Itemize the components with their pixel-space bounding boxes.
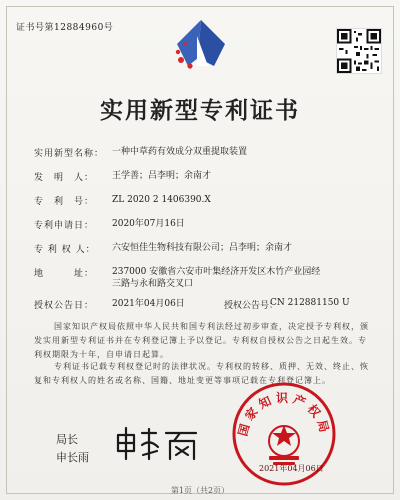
- grant-number-label: 授权公告号：: [224, 301, 279, 311]
- utility-model-name-value: 一种中草药有效成分双重提取装置: [112, 147, 248, 157]
- patent-number-label: 专 利 号：: [34, 197, 95, 207]
- qr-code-icon: [336, 28, 382, 74]
- certificate-title: 实用新型专利证书: [100, 97, 300, 124]
- director-signature: [112, 425, 202, 463]
- patent-number-value: ZL 2020 2 1406390.X: [112, 195, 211, 205]
- grant-date-value: 2021年04月06日: [112, 299, 185, 309]
- director-title: 局长: [56, 433, 78, 446]
- inventor-label: 发 明 人：: [34, 173, 95, 183]
- page-indicator: 第1页（共2页）: [170, 486, 230, 495]
- inventor-value: 王学善；吕李明；余南才: [112, 171, 212, 181]
- certificate-paragraph-2: 专利证书记载专利权登记时的法律状况。专利权的转移、质押、无效、终止、恢复和专利权人的姓名或名称、国籍、地址变更等事项记载在专利登记簿上。: [34, 362, 369, 385]
- patentee-value: 六安恒佳生物科技有限公司；吕李明；余南才: [112, 243, 293, 253]
- grant-number-value: CN 212881150 U: [270, 298, 350, 308]
- filing-date-value: 2020年07月16日: [112, 219, 185, 229]
- filing-date-label: 专利申请日：: [34, 221, 95, 231]
- director-name: 申长雨: [56, 451, 89, 464]
- seal-date: 2021年04月06日: [259, 464, 324, 473]
- grant-date-label: 授权公告日：: [34, 301, 95, 311]
- patentee-label: 专 利 权 人：: [34, 245, 96, 255]
- certificate-paragraph-1: 国家知识产权局依照中华人民共和国专利法经过初步审查，决定授予专利权，颁发实用新型专利证书并在专利登记簿上予以登记。专利权自授权公告之日起生效。专利权期限为十年，自申请日起算。: [34, 322, 369, 359]
- svg-text:国家知识产权局: 国家知识产权局: [235, 391, 333, 438]
- address-label: 地 址：: [34, 269, 95, 279]
- certificate-number: 证书号第12884960号: [16, 23, 114, 33]
- address-value: 237000 安徽省六安市叶集经济开发区木竹产业园经三路与永和路交叉口: [112, 267, 321, 289]
- utility-model-name-label: 实用新型名称：: [34, 149, 105, 159]
- cnipa-emblem-icon: [168, 14, 234, 80]
